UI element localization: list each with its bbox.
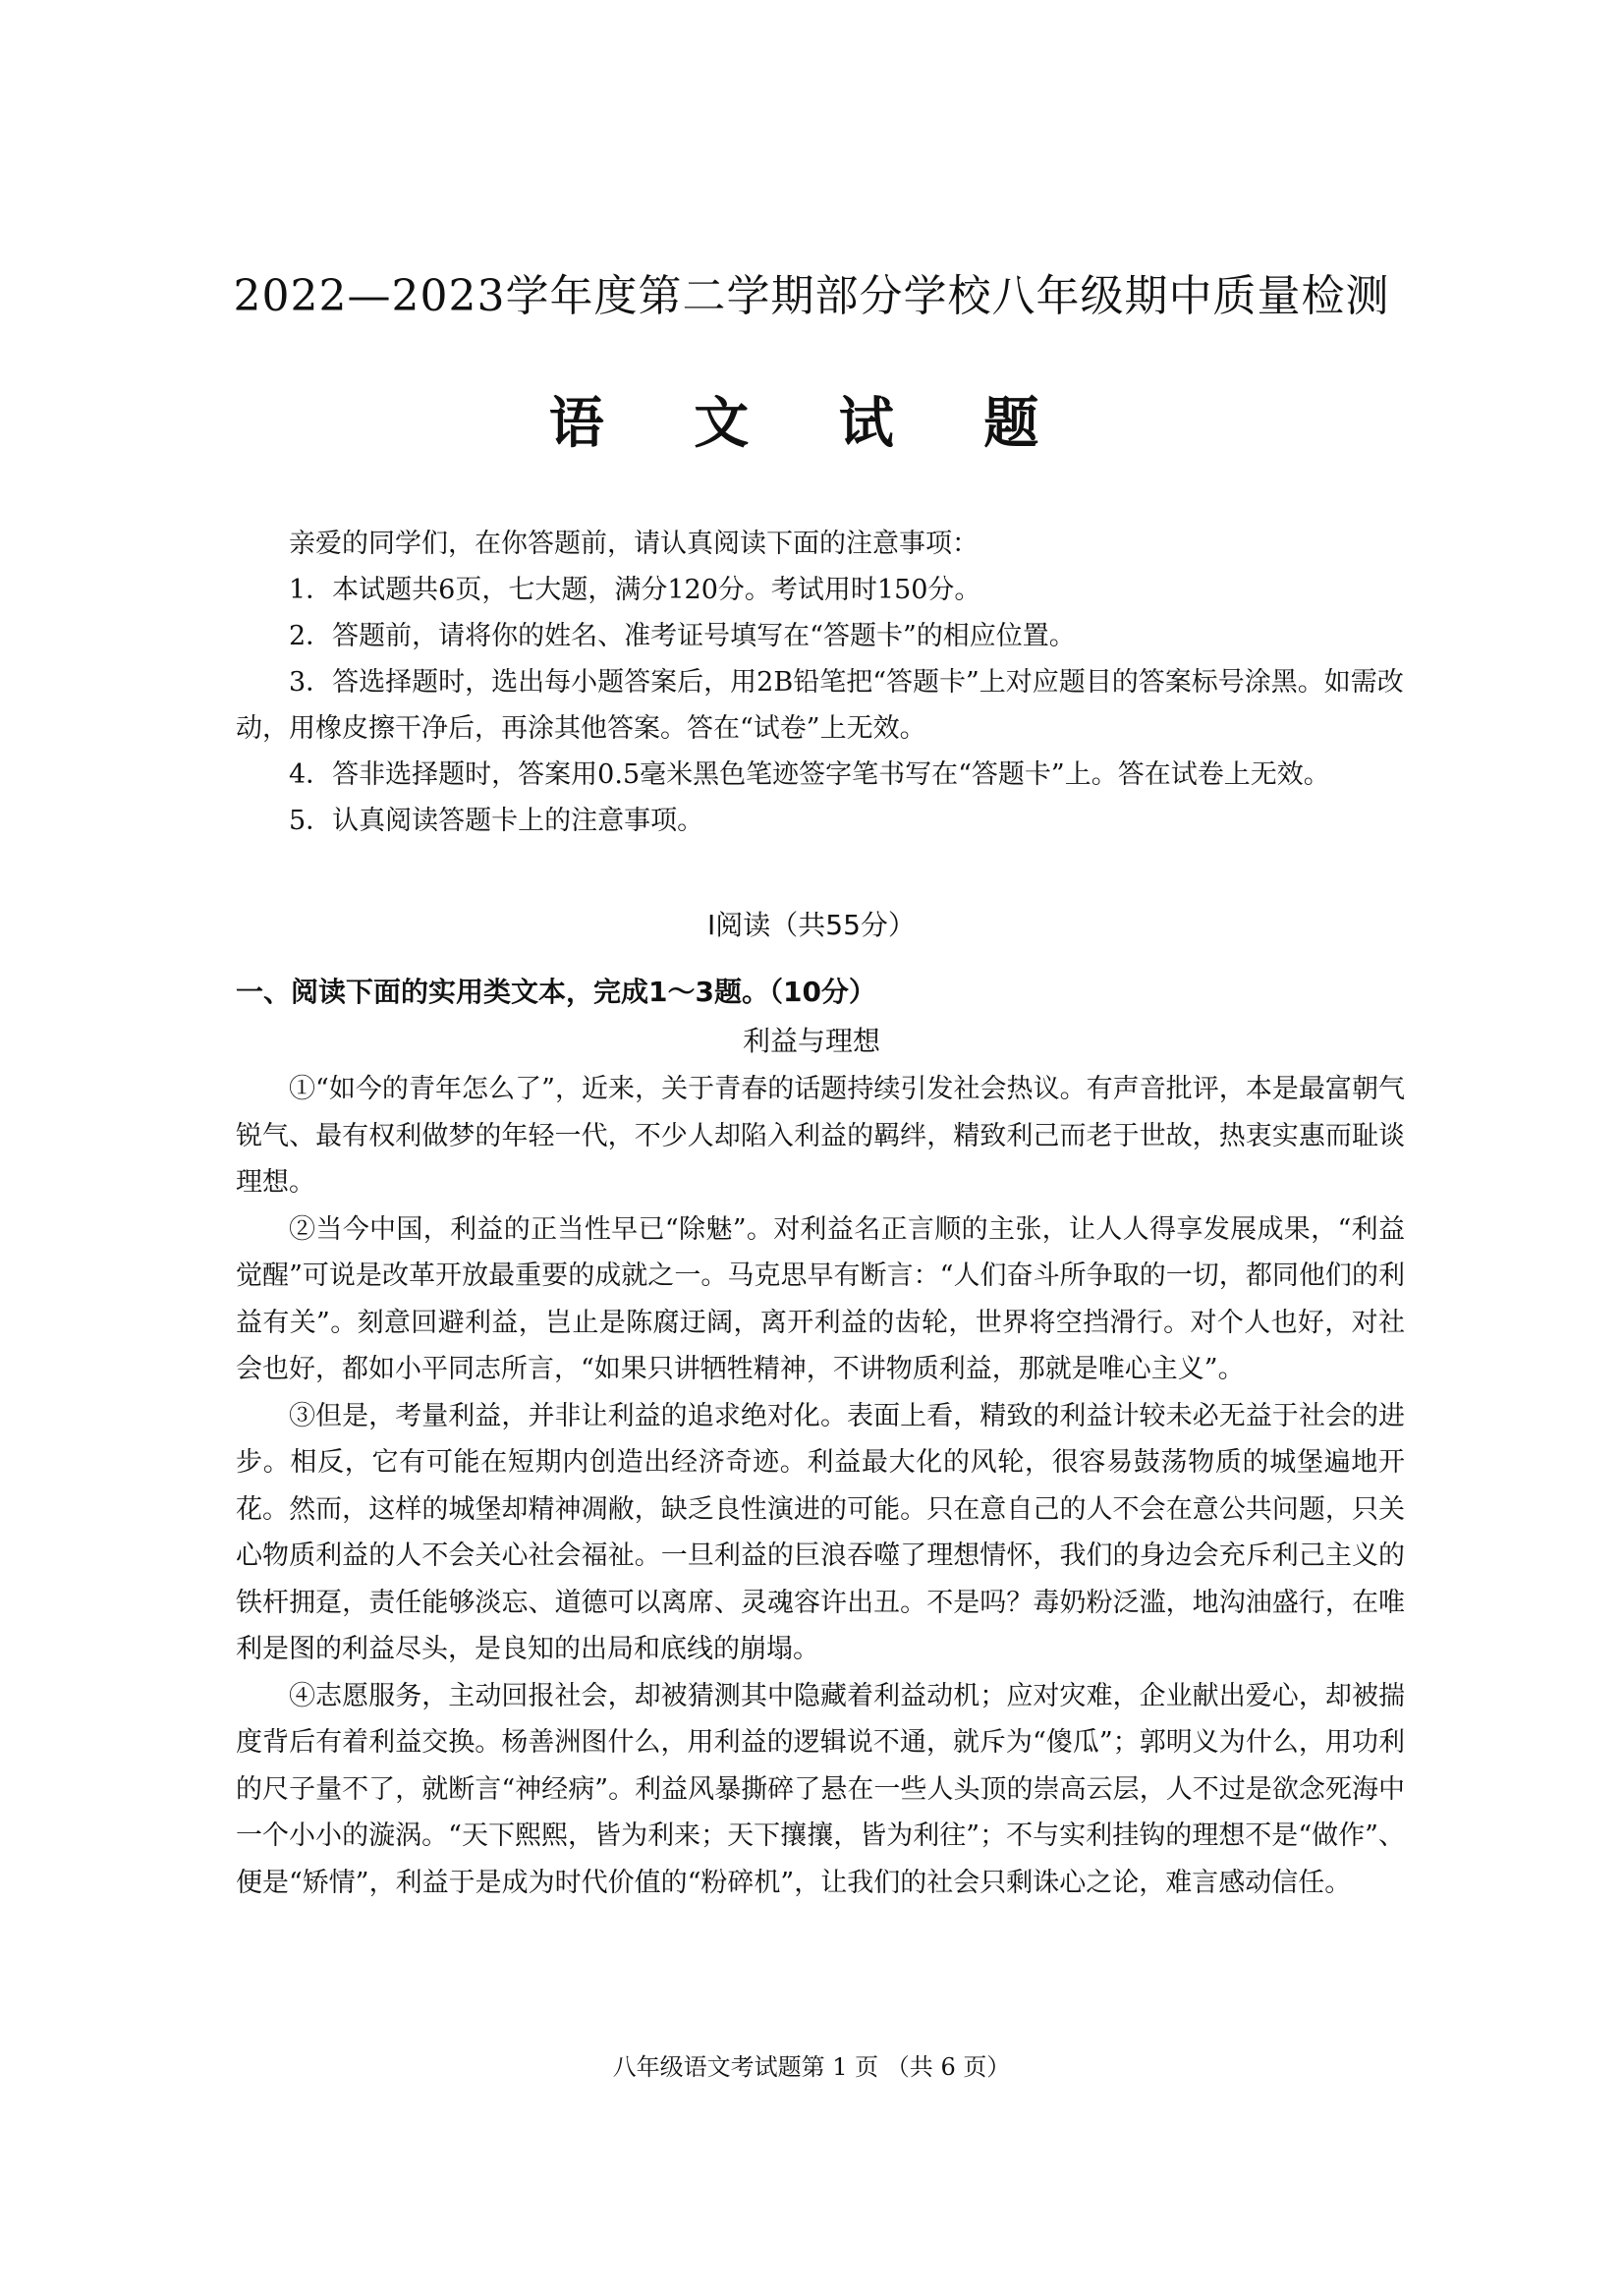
notice-section: [236, 521, 1405, 844]
article-body: [236, 1066, 1405, 1906]
question-heading: 一、阅读下面的实用类文本，完成1～3题。（10分）: [236, 976, 876, 1008]
article-title: 利益与理想: [742, 1025, 880, 1057]
notice-item: 5．认真阅读答题卡上的注意事项。: [289, 806, 704, 836]
notice-item: 3．答选择题时，选出每小题答案后，用2B铅笔把“答题卡”上对应题目的答案标号涂黑。如需改动，用橡皮擦干净后，再涂其他答案。答在“试卷”上无效。: [236, 667, 1404, 744]
article-paragraph: ②当今中国，利益的正当性早已“除魅”。对利益名正言顺的主张，让人人得享发展成果，“利益觉醒”可说是改革开放最重要的成就之一。马克思早有断言：“人们奋斗所争取的一切，都同他们的利益有关”。刻意回避利益，岂止是陈腐迂阔，离开利益的齿轮，世界将空挡滑行。对个人也好，对社会也好，都如小平同志所言，“如果只讲牺牲精神，不讲物质利益，那就是唯心主义”。: [236, 1213, 1405, 1384]
section-heading: Ⅰ阅读（共55分）: [707, 909, 916, 941]
notice-item: 2．答题前，请将你的姓名、准考证号填写在“答题卡”的相应位置。: [289, 621, 1076, 651]
article-paragraph: ③但是，考量利益，并非让利益的追求绝对化。表面上看，精致的利益计较未必无益于社会的进步。相反，它有可能在短期内创造出经济奇迹。利益最大化的风轮，很容易鼓荡物质的城堡遍地开花。然而，这样的城堡却精神凋敝，缺乏良性演进的可能。只在意自己的人不会在意公共问题，只关心物质利益的人不会关心社会福祉。一旦利益的巨浪吞噬了理想情怀，我们的身边会充斥利己主义的铁杆拥趸，责任能够淡忘、道德可以离席、灵魂容许出丑。不是吗？毒奶粉泛滥，地沟油盛行，在唯利是图的利益尽头，是良知的出局和底线的崩塌。: [236, 1400, 1405, 1664]
page-footer: 八年级语文考试题第 1 页 （共 6 页）: [612, 2053, 1011, 2081]
exam-title: 2022—2023学年度第二学期部分学校八年级期中质量检测: [233, 271, 1390, 321]
article-paragraph: ④志愿服务，主动回报社会，却被猜测其中隐藏着利益动机；应对灾难，企业献出爱心，却被揣度背后有着利益交换。杨善洲图什么，用利益的逻辑说不通，就斥为“傻瓜”；郭明义为什么，用功利的尺子量不了，就断言“神经病”。利益风暴撕碎了悬在一些人头顶的崇高云层，人不过是欲念死海中一个小小的漩涡。“天下熙熙，皆为利来；天下攘攘，皆为利往”；不与实利挂钩的理想不是“做作”、便是“矫情”，利益于是成为时代价值的“粉碎机”，让我们的社会只剩诛心之论，难言感动信任。: [236, 1680, 1405, 1898]
notice-intro: 亲爱的同学们，在你答题前，请认真阅读下面的注意事项：: [289, 529, 979, 559]
subject-title: 语 文 试 题: [548, 392, 1075, 456]
notice-item: 4．答非选择题时，答案用0.5毫米黑色笔迹签字笔书写在“答题卡”上。答在试卷上无效。: [289, 759, 1330, 790]
article-paragraph: ①“如今的青年怎么了”，近来，关于青春的话题持续引发社会热议。有声音批评，本是最富朝气锐气、最有权利做梦的年轻一代，不少人却陷入利益的羁绊，精致利己而老于世故，热衷实惠而耻谈理想。: [236, 1074, 1405, 1198]
notice-item: 1．本试题共6页，七大题，满分120分。考试用时150分。: [289, 575, 981, 605]
